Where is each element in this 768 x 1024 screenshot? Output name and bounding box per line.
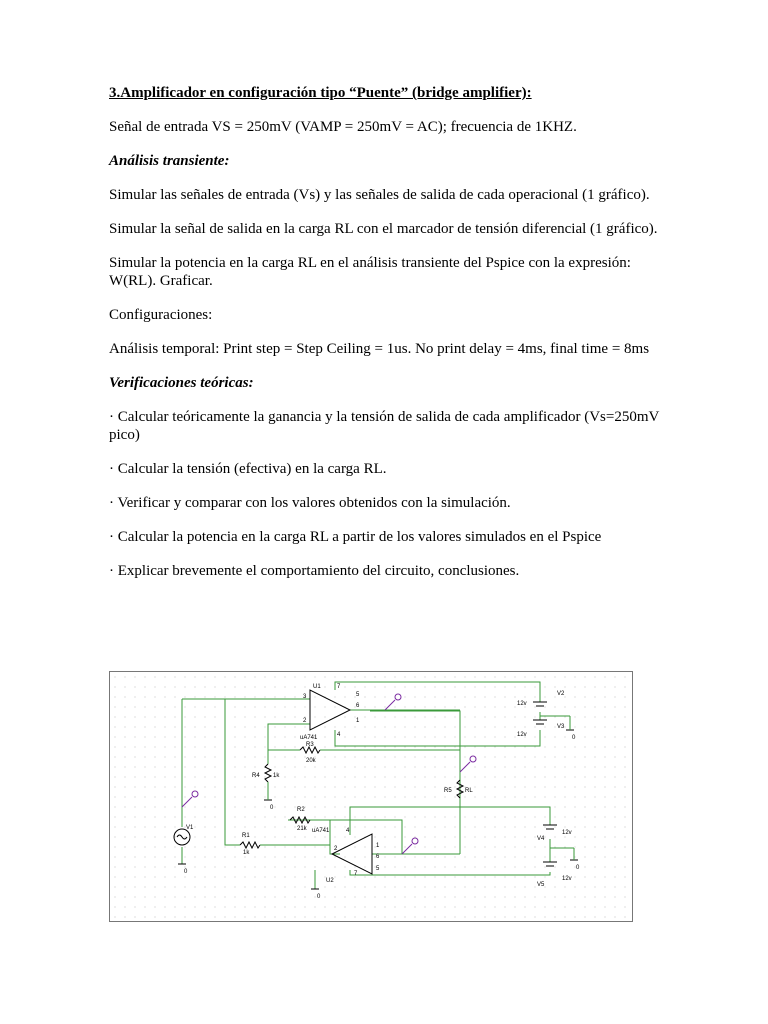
pin-label: 6: [356, 703, 360, 709]
label-r4-val: 1k: [273, 773, 280, 779]
label-v4-val: 12v: [562, 830, 572, 836]
sim-instruction-1: Simular las señales de entrada (Vs) y las señales de salida de cada operacional (1 gráfico).: [109, 187, 650, 203]
label-r1-val: 1k: [243, 850, 250, 856]
sim-instruction-2: Simular la señal de salida en la carga RL con el marcador de tensión diferencial (1 gráfico).: [109, 221, 658, 237]
verification-heading: Verificaciones teóricas:: [109, 375, 254, 391]
bullet-item: · Calcular la tensión (efectiva) en la carga RL.: [109, 461, 387, 477]
label-u1: U1: [313, 684, 321, 690]
sim-instruction-3: Simular la potencia en la carga RL en el análisis transiente del Pspice con la expresión: W(RL). Graficar.: [109, 255, 631, 289]
label-r1: R1: [242, 833, 250, 839]
circuit-schematic: [109, 671, 633, 922]
pin-label: 5: [356, 692, 360, 698]
pin-label: 4: [346, 828, 350, 834]
grid-background: [110, 672, 632, 921]
schematic-svg: [110, 672, 632, 921]
label-v5: V5: [537, 882, 545, 888]
input-signal-text: Señal de entrada VS = 250mV (VAMP = 250mV = AC); frecuencia de 1KHZ.: [109, 119, 577, 135]
label-r3-val: 20k: [306, 758, 316, 764]
pin-label: 5: [376, 866, 380, 872]
label-v3-val: 12v: [517, 732, 527, 738]
pin-label: 7: [337, 684, 341, 690]
label-r2-val: 21k: [297, 826, 307, 832]
bullet-item: · Calcular la potencia en la carga RL a partir de los valores simulados en el Pspice: [109, 529, 602, 545]
pin-label: 2: [303, 718, 307, 724]
document-body: [109, 84, 669, 596]
label-r5-val: RL: [465, 788, 473, 794]
pin-label: 7: [354, 871, 358, 877]
bullet-item: · Calcular teóricamente la ganancia y la tensión de salida de cada amplificador (Vs=250mV pico): [109, 409, 660, 443]
label-v3: V3: [557, 724, 565, 730]
label-r4: R4: [252, 773, 260, 779]
bullet-item: · Verificar y comparar con los valores obtenidos con la simulación.: [109, 495, 511, 511]
label-ground: 0: [270, 805, 274, 811]
section-title: 3.Amplificador en configuración tipo “Puente” (bridge amplifier):: [109, 85, 532, 101]
label-ground: 0: [576, 865, 580, 871]
label-u2-model: uA741: [312, 828, 330, 834]
pin-label: 1: [376, 843, 380, 849]
label-v1: V1: [186, 825, 194, 831]
label-r3: R3: [306, 742, 314, 748]
pin-label: 1: [356, 718, 360, 724]
label-ground: 0: [317, 894, 321, 900]
label-v2: V2: [557, 691, 565, 697]
transient-heading: Análisis transiente:: [109, 153, 230, 169]
config-heading: Configuraciones:: [109, 307, 213, 323]
label-ground: 0: [184, 869, 188, 875]
pin-label: 2: [334, 846, 338, 852]
label-r2: R2: [297, 807, 305, 813]
label-v4: V4: [537, 836, 545, 842]
config-text: Análisis temporal: Print step = Step Ceiling = 1us. No print delay = 4ms, final time = 8ms: [109, 341, 650, 357]
bullet-item: · Explicar brevemente el comportamiento del circuito, conclusiones.: [109, 563, 520, 579]
label-r5: R5: [444, 788, 452, 794]
pin-label: 3: [303, 694, 307, 700]
label-ground: 0: [572, 735, 576, 741]
label-v5-val: 12v: [562, 876, 572, 882]
label-u1-model: uA741: [300, 735, 318, 741]
pin-label: 6: [376, 854, 380, 860]
label-u2: U2: [326, 878, 334, 884]
label-v2-val: 12v: [517, 701, 527, 707]
pin-label: 4: [337, 732, 341, 738]
